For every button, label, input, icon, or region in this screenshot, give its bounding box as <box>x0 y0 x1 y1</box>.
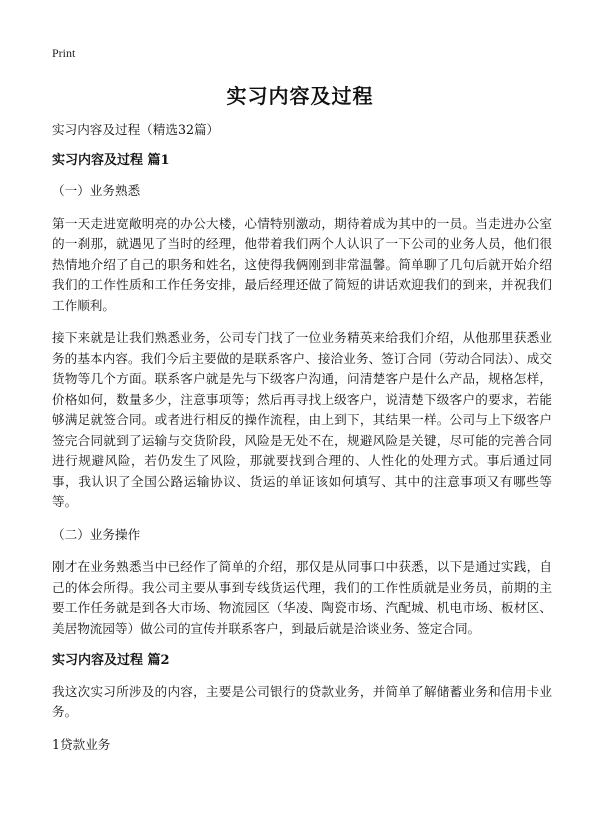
section-1-paragraph-1: 第一天走进宽敞明亮的办公大楼，心情特别激动，期待着成为其中的一员。当走进办公室的一刹那，就遇见了当时的经理，他带着我们两个人认识了一下公司的业务人员，他们很热情地介绍了自己的职务和姓名，这使得我俩刚到非常温馨。简单聊了几句后就开始介绍我们的工作性质和工作任务安排，最后经理还做了简短的讲话欢迎我们的到来，并祝我们工作顺利。 <box>52 215 552 313</box>
section-2-heading: 实习内容及过程 篇2 <box>52 653 170 668</box>
section-2 <box>52 651 552 755</box>
section-2-paragraph-1: 我这次实习所涉及的内容，主要是公司银行的贷款业务，并简单了解储蓄业务和信用卡业务。 <box>52 683 552 719</box>
document-subtitle: 实习内容及过程（精选32篇） <box>52 122 220 137</box>
print-label: Print <box>52 46 76 60</box>
section-1-paragraph-2: 接下来就是让我们熟悉业务，公司专门找了一位业务精英来给我们介绍，从他那里获悉业务的基本内容。我们今后主要做的是联系客户、接洽业务、签订合同（劳动合同法）、成交货物等几个方面。联系客户就是先与下级客户沟通，问清楚客户是什么产品，规格怎样，价格如何，数量多少，注意事项等；然后再寻找上级客户，说清楚下级客户的要求，若能够满足就签合同。或者进行相反的操作流程，由上到下，其结果一样。公司与上下级客户签完合同就到了运输与交货阶段，风险是无处不在，规避风险是关键，尽可能的完善合同进行规避风险，若仍发生了风险，那就要找到合理的、人性化的处理方式。事后通过同事，我认识了全国公路运输协议、货运的单证该如何填写、其中的注意事项又有哪些等等。 <box>52 330 552 509</box>
section-1-subheading-2: （二）业务操作 <box>52 526 141 542</box>
section-1-paragraph-3: 刚才在业务熟悉当中已经作了简单的介绍，那仅是从同事口中获悉，以下是通过实践，自己的体会所得。我公司主要从事到专线货运代理，我们的工作性质就是业务员，前期的主要工作任务就是到各大市场、物流园区（华凌、陶瓷市场、汽配城、机电市场、板材区、美居物流园等）做公司的宣传并联系客户，到最后就是洽谈业务、签定合同。 <box>52 559 552 636</box>
section-1 <box>52 151 552 640</box>
section-1-subheading-1: （一）业务熟悉 <box>52 183 141 198</box>
document-content <box>52 120 552 765</box>
section-2-item-1: 1贷款业务 <box>52 736 111 752</box>
section-1-heading: 实习内容及过程 篇1 <box>52 152 170 168</box>
document-title: 实习内容及过程 <box>226 84 374 108</box>
